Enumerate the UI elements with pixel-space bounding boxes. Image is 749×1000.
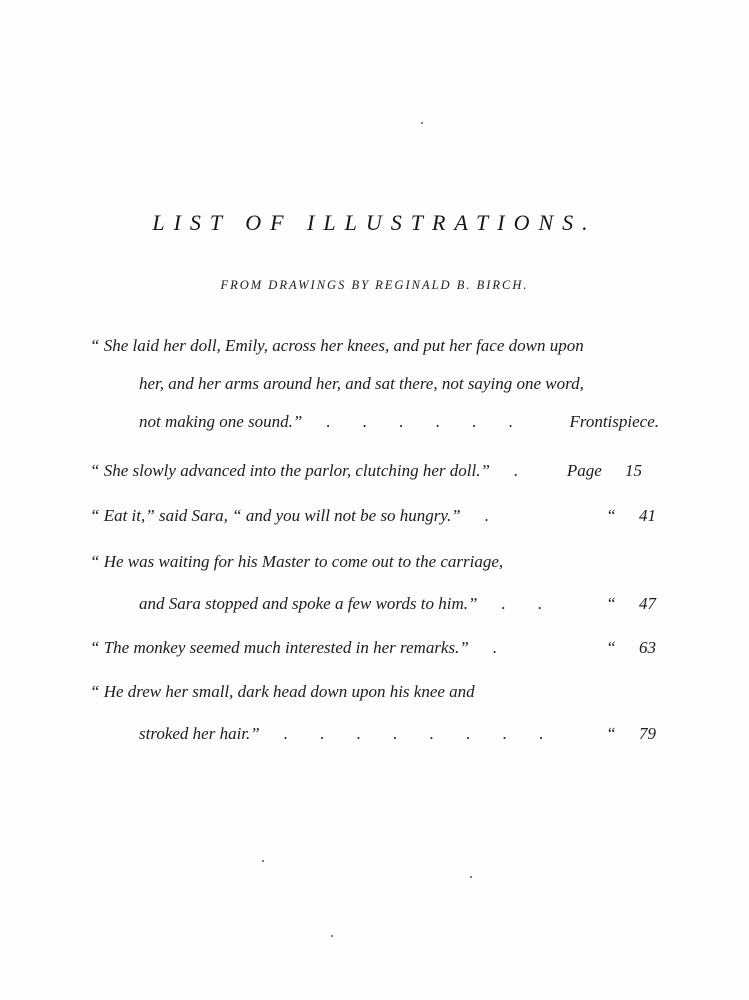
entry-3-page-ref (586, 506, 656, 526)
entry-6-text-line-1: “ He drew her small, dark head down upon his knee and (90, 682, 475, 701)
paper-speck (470, 876, 472, 878)
entry-1-page-number: Frontispiece. (569, 412, 659, 431)
entry-1-text-line-3: not making one sound.” (139, 412, 303, 431)
entry-4-ditto-mark: “ (606, 594, 616, 613)
entry-3-page-number: 41 (639, 506, 656, 525)
entry-5-line-1 (90, 638, 656, 658)
entry-1-line-2 (139, 374, 659, 394)
entry-3-leader-dots: . (484, 506, 503, 525)
page-title: LIST OF ILLUSTRATIONS. (152, 210, 597, 235)
paper-speck (331, 935, 333, 937)
entry-5-page-ref (586, 638, 656, 658)
entry-6-ditto-mark: “ (606, 724, 616, 743)
entry-2-leader-dots: . (513, 461, 533, 480)
entry-1-line-3 (139, 412, 659, 432)
entry-3-text-line-1: “ Eat it,” said Sara, “ and you will not be so hungry.” (90, 506, 461, 525)
entry-1-line-1 (90, 336, 660, 356)
entry-2-page-ref (567, 461, 642, 481)
entry-4-line-2 (139, 594, 656, 614)
entry-4-page-ref (586, 594, 656, 614)
entry-4-page-number: 47 (639, 594, 656, 613)
entry-6-text-line-2: stroked her hair.” (139, 724, 260, 743)
entry-6-leader-dots: . . . . . . . . (283, 724, 558, 743)
paper-speck (421, 122, 423, 124)
entry-1-leader-dots: . . . . . . (326, 412, 528, 431)
entry-2-line-1 (90, 461, 642, 481)
entry-6-line-2 (139, 724, 656, 744)
entry-2-text-line-1: “ She slowly advanced into the parlor, clutching her doll.” (90, 461, 490, 480)
entry-6-page-number: 79 (639, 724, 656, 743)
entry-2-page-number: 15 (625, 461, 642, 480)
entry-3-line-1 (90, 506, 656, 526)
entry-2-page-label: Page (566, 461, 602, 480)
entry-6-line-1 (90, 682, 656, 702)
paper-speck (262, 860, 264, 862)
entry-4-text-line-1: “ He was waiting for his Master to come out to the carriage, (90, 552, 504, 571)
entry-4-leader-dots: . . (501, 594, 557, 613)
page-subtitle: FROM DRAWINGS BY REGINALD B. BIRCH. (220, 278, 529, 292)
entry-1-text-line-2: her, and her arms around her, and sat there, not saying one word, (139, 374, 584, 393)
entry-4-text-line-2: and Sara stopped and spoke a few words to him.” (139, 594, 478, 613)
entry-6-page-ref (586, 724, 656, 744)
entry-4-line-1 (90, 552, 656, 572)
entry-5-page-number: 63 (639, 638, 656, 657)
entry-5-ditto-mark: “ (606, 638, 616, 657)
entry-1-page-ref (569, 412, 659, 432)
entry-3-ditto-mark: “ (606, 506, 616, 525)
entry-5-text-line-1: “ The monkey seemed much interested in her remarks.” (90, 638, 469, 657)
entry-1-text-line-1: “ She laid her doll, Emily, across her knees, and put her face down upon (90, 336, 584, 355)
entry-5-leader-dots: . (492, 638, 512, 657)
